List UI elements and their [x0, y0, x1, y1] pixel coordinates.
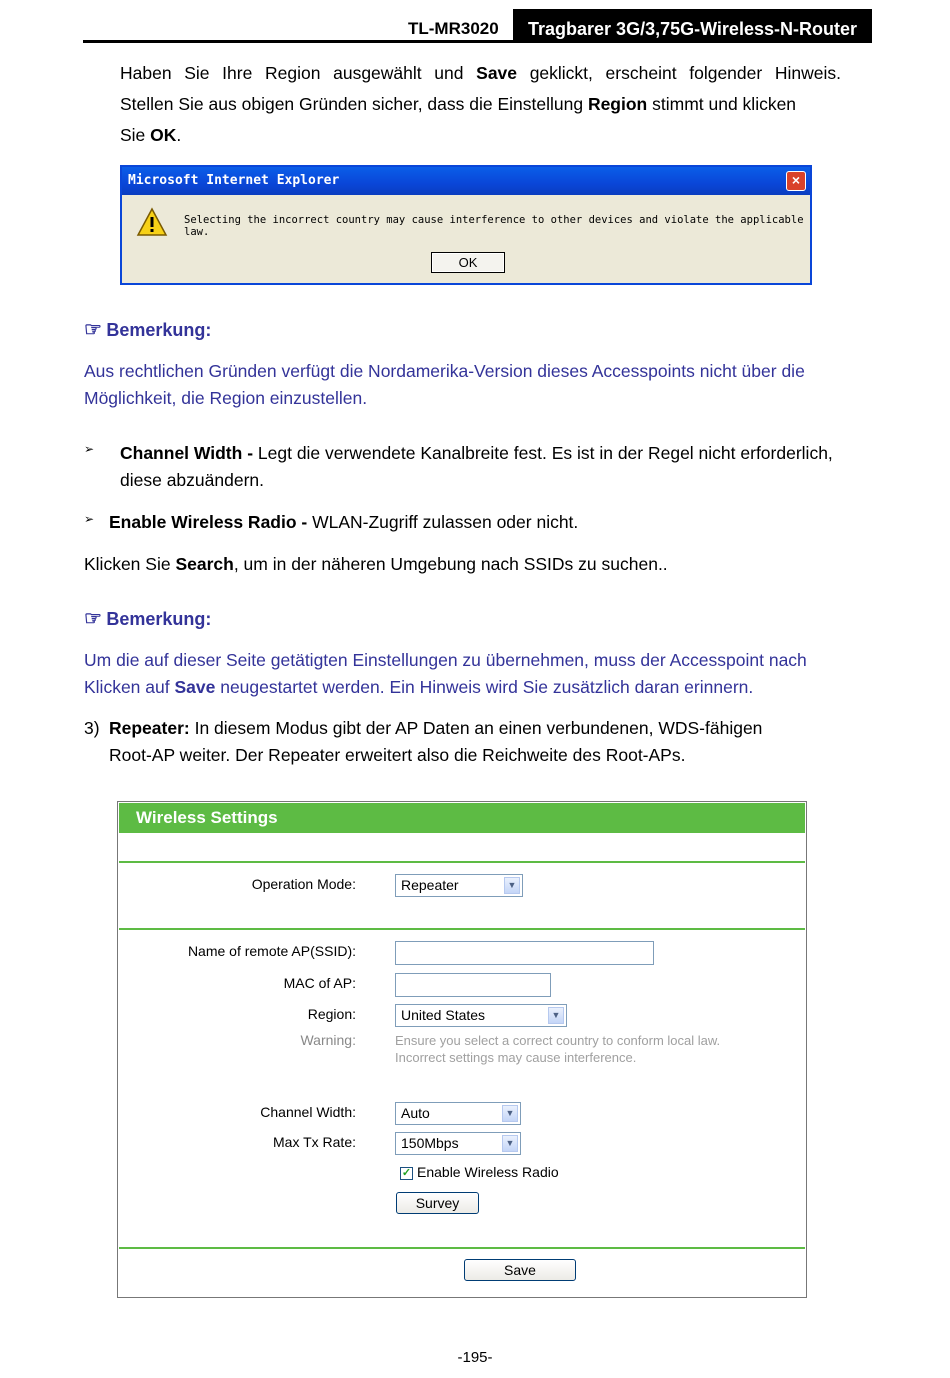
- region-select[interactable]: [395, 1004, 567, 1027]
- channel-width-value: Auto: [401, 1105, 430, 1121]
- note-heading: Bemerkung:: [106, 609, 212, 629]
- warning-line: Incorrect settings may cause interference.: [395, 1050, 637, 1065]
- operation-mode-select[interactable]: [395, 874, 523, 897]
- intro-text: .: [176, 125, 182, 145]
- note1-body: [84, 358, 884, 412]
- page-number: -195-: [457, 1349, 493, 1366]
- intro-ok-term: OK: [150, 125, 177, 145]
- note-line: Um die auf dieser Seite getätigten Einstellungen zu übernehmen, muss der Accesspoint nach: [84, 650, 807, 670]
- close-icon[interactable]: ×: [786, 171, 806, 191]
- bullet-term: Enable Wireless Radio -: [109, 512, 313, 532]
- operation-mode-label: Operation Mode:: [251, 876, 356, 892]
- note2-body: [84, 647, 884, 701]
- chevron-down-icon[interactable]: ▼: [504, 877, 520, 894]
- enable-wireless-radio-label: Enable Wireless Radio: [417, 1164, 559, 1180]
- max-tx-rate-value: 150Mbps: [401, 1135, 459, 1151]
- region-value: United States: [401, 1007, 486, 1023]
- warning-line: Ensure you select a correct country to conform local law.: [395, 1033, 721, 1048]
- operation-mode-value: Repeater: [401, 877, 459, 893]
- survey-button[interactable]: Survey: [396, 1192, 479, 1214]
- pointing-hand-icon: ☞: [84, 608, 102, 630]
- ie-dialog-title: Microsoft Internet Explorer: [122, 167, 810, 195]
- mac-input[interactable]: [395, 973, 551, 997]
- note-line: Aus rechtlichen Gründen verfügt die Nordamerika-Version dieses Accesspoints nicht über die: [84, 361, 805, 381]
- note-line: Klicken auf: [84, 677, 175, 697]
- divider: [119, 928, 805, 930]
- region-label: Region:: [307, 1006, 356, 1022]
- search-text: , um in der näheren Umgebung nach SSIDs zu suchen..: [233, 554, 668, 574]
- note-heading: Bemerkung:: [106, 320, 212, 340]
- item3-text: In diesem Modus gibt der AP Daten an einen verbundenen, WDS-fähigen: [189, 718, 763, 738]
- item3-text: Root-AP weiter. Der Repeater erweitert also die Reichweite des Root-APs.: [109, 745, 686, 765]
- chevron-down-icon[interactable]: ▼: [548, 1007, 564, 1024]
- max-tx-rate-label: Max Tx Rate:: [273, 1134, 356, 1150]
- search-text: Klicken Sie: [84, 554, 176, 574]
- bullet-arrow-icon: ➢: [84, 442, 95, 456]
- mac-label: MAC of AP:: [283, 975, 356, 991]
- ssid-label: Name of remote AP(SSID):: [187, 943, 356, 959]
- header-model: TL-MR3020: [408, 19, 499, 38]
- channel-width-select[interactable]: [395, 1102, 521, 1125]
- header-product: Tragbarer 3G/3,75G-Wireless-N-Router: [513, 9, 872, 43]
- item3-number: 3): [84, 718, 100, 738]
- chevron-down-icon[interactable]: ▼: [502, 1105, 518, 1122]
- bullet-enable-radio: [109, 509, 578, 536]
- warning-icon: [136, 207, 168, 237]
- search-term: Search: [175, 554, 234, 574]
- ie-dialog-message: Selecting the incorrect country may cause interference to other devices and violate the applicable law.: [184, 214, 804, 238]
- pointing-hand-icon: ☞: [84, 319, 102, 341]
- bullet-term: Channel Width -: [120, 443, 258, 463]
- warning-text: [395, 1032, 720, 1066]
- max-tx-rate-select[interactable]: [395, 1132, 521, 1155]
- note2-header: [84, 606, 211, 631]
- intro-text: stimmt und klicken: [647, 94, 797, 114]
- intro-region-term: Region: [587, 94, 648, 114]
- bullet-arrow-icon: ➢: [84, 512, 95, 526]
- intro-text: Sie: [120, 125, 151, 145]
- note-line: Möglichkeit, die Region einzustellen.: [84, 388, 368, 408]
- intro-paragraph: [120, 58, 841, 151]
- chevron-down-icon[interactable]: ▼: [502, 1135, 518, 1152]
- bullet-text: WLAN-Zugriff zulassen oder nicht.: [312, 512, 579, 532]
- intro-text: Haben Sie Ihre Region ausgewählt und: [120, 63, 477, 83]
- bullet-channel-width: [120, 440, 880, 494]
- panel-title: Wireless Settings: [119, 803, 805, 833]
- wireless-settings-panel: [117, 801, 807, 1298]
- intro-text: Stellen Sie aus obigen Gründen sicher, dass die Einstellung: [120, 94, 588, 114]
- note-save-term: Save: [174, 677, 216, 697]
- search-instruction: [84, 551, 668, 578]
- header-rule: [83, 40, 872, 43]
- intro-text: geklickt, erscheint folgender Hinweis.: [517, 63, 841, 83]
- note-line: neugestartet werden. Ein Hinweis wird Sie zusätzlich daran erinnern.: [215, 677, 754, 697]
- ssid-input[interactable]: [395, 941, 654, 965]
- item3-body: [109, 715, 869, 769]
- warning-label: Warning:: [300, 1032, 356, 1048]
- divider: [119, 1247, 805, 1249]
- item3-term: Repeater:: [109, 718, 190, 738]
- bullet-text: diese abzuändern.: [120, 470, 264, 490]
- ie-dialog: [120, 165, 812, 285]
- channel-width-label: Channel Width:: [260, 1104, 356, 1120]
- intro-save-term: Save: [476, 63, 518, 83]
- enable-wireless-radio-checkbox[interactable]: ✓: [401, 1167, 412, 1179]
- bullet-text: Legt die verwendete Kanalbreite fest. Es ist in der Regel nicht erforderlich,: [257, 443, 833, 463]
- ok-button[interactable]: OK: [431, 252, 505, 273]
- note1-header: [84, 317, 211, 342]
- save-button[interactable]: Save: [464, 1259, 576, 1281]
- divider: [119, 861, 805, 863]
